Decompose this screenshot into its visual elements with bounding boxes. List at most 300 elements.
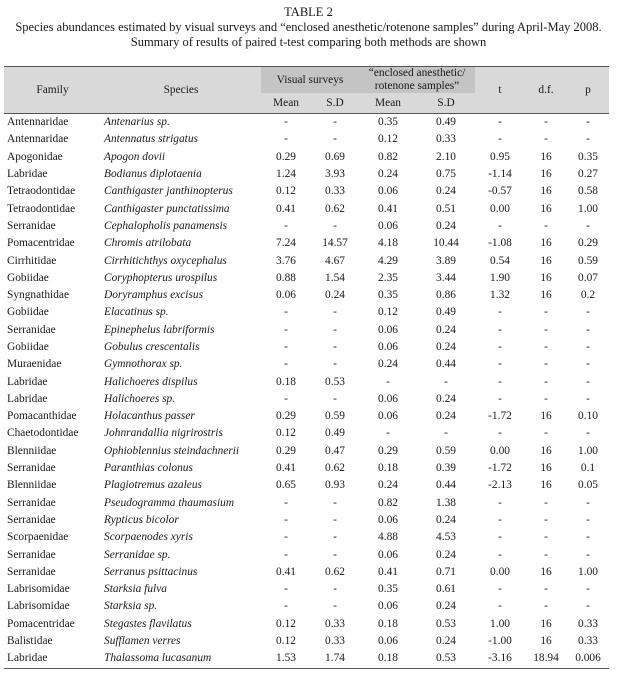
cell-family: Antennaridae: [7, 133, 69, 146]
cell-visual-sd: -: [333, 116, 337, 129]
cell-visual-mean: -: [284, 323, 288, 336]
table-body: [4, 114, 609, 669]
cell-enclosed-sd: 0.24: [436, 323, 456, 336]
cell-df: 16: [540, 237, 552, 250]
cell-p: 1.00: [578, 444, 598, 457]
cell-enclosed-mean: 0.06: [378, 635, 398, 648]
cell-family: Labridae: [7, 375, 48, 388]
cell-enclosed-sd: 0.24: [436, 341, 456, 353]
cell-p: -: [586, 133, 590, 146]
cell-family: Blenniidae: [7, 479, 57, 492]
cell-df: 16: [540, 462, 552, 475]
cell-species: Epinephelus labriformis: [104, 323, 215, 336]
cell-visual-mean: 0.12: [276, 635, 296, 648]
cell-visual-sd: 0.33: [325, 617, 345, 630]
cell-p: -: [586, 341, 590, 353]
cell-visual-mean: 0.18: [276, 375, 296, 388]
cell-visual-mean: 0.29: [276, 444, 296, 457]
cell-p: 0.27: [578, 168, 598, 181]
cell-df: 16: [540, 271, 552, 284]
table-row: [4, 546, 609, 563]
cell-family: Serranidae: [7, 548, 56, 561]
header-enclosed-samples: [359, 67, 475, 94]
cell-visual-mean: -: [284, 583, 288, 596]
cell-df: -: [544, 306, 548, 319]
cell-visual-mean: -: [284, 341, 288, 353]
cell-family: Syngnathidae: [7, 289, 70, 302]
cell-enclosed-mean: 0.35: [378, 116, 398, 129]
cell-enclosed-sd: 0.44: [436, 479, 456, 492]
table-row: [4, 425, 609, 442]
cell-family: Labrisomidae: [7, 600, 70, 613]
table-row: [4, 166, 609, 183]
cell-df: -: [544, 600, 548, 613]
cell-t: 0.00: [490, 202, 510, 215]
cell-enclosed-sd: 0.86: [436, 289, 456, 302]
table-row: [4, 339, 609, 356]
cell-family: Cirrhitidae: [7, 254, 57, 267]
cell-enclosed-mean: 0.29: [378, 444, 398, 457]
cell-df: -: [544, 341, 548, 353]
cell-visual-sd: 0.59: [325, 410, 345, 423]
header-df: d.f.: [525, 67, 567, 114]
table-title: Species abundances estimated by visual surveys and “enclosed anesthetic/rotenone samples” during April-May 2008.: [15, 20, 602, 34]
cell-p: 0.2: [580, 289, 596, 302]
cell-species: Canthigaster janthinopterus: [104, 185, 233, 198]
cell-species: Rypticus bicolor: [104, 513, 179, 526]
cell-family: Serranidae: [7, 323, 56, 336]
table-row: [4, 356, 609, 373]
cell-visual-sd: -: [333, 600, 337, 613]
cell-species: Cephalopholis panamensis: [104, 219, 228, 232]
cell-enclosed-mean: 0.18: [378, 462, 398, 475]
table-row: [4, 650, 609, 668]
cell-family: Labridae: [4, 650, 101, 668]
cell-df: -: [544, 116, 548, 129]
table-row: [4, 373, 609, 390]
table-row: [4, 598, 609, 615]
cell-enclosed-mean: 0.18: [359, 650, 417, 668]
cell-enclosed-sd: 0.24: [436, 600, 456, 613]
cell-p: -: [586, 600, 590, 613]
cell-df: 16: [540, 185, 552, 198]
cell-species: Bodianus diplotaenia: [104, 168, 202, 181]
cell-visual-mean: -: [284, 600, 288, 613]
cell-t: 1.90: [490, 271, 510, 284]
cell-species: Chromis atrilobata: [104, 237, 192, 250]
cell-t: -: [498, 219, 502, 232]
cell-t: -: [498, 600, 502, 613]
cell-visual-sd: 0.49: [325, 427, 345, 440]
cell-df: -: [544, 358, 548, 371]
cell-enclosed-sd: 0.71: [436, 565, 456, 578]
cell-species: Ophioblennius steindachnerii: [104, 444, 240, 457]
cell-t: -: [498, 531, 502, 544]
cell-t: 1.32: [490, 289, 510, 302]
header-enclosed-line1: “enclosed anesthetic/: [368, 67, 466, 79]
table-row: [4, 200, 609, 217]
cell-t: -: [498, 133, 502, 146]
cell-enclosed-sd: 0.24: [436, 185, 456, 198]
cell-visual-sd: -: [333, 323, 337, 336]
table-row: [4, 218, 609, 235]
cell-enclosed-sd: 0.49: [436, 306, 456, 319]
cell-species: Cirrhitichthys oxycephalus: [104, 254, 227, 267]
table-row: [4, 460, 609, 477]
cell-p: -: [586, 513, 590, 526]
cell-enclosed-sd: 0.49: [436, 116, 456, 129]
header-enclosed-line2: rotenone samples”: [374, 80, 460, 92]
cell-enclosed-mean: 2.35: [378, 271, 398, 284]
cell-visual-sd: -: [333, 531, 337, 544]
table-row: [4, 581, 609, 598]
cell-species: Serranus psittacinus: [104, 565, 198, 578]
cell-df: -: [544, 496, 548, 509]
cell-enclosed-mean: -: [386, 427, 390, 440]
cell-enclosed-mean: 0.24: [378, 479, 398, 492]
cell-family: Pomacentridae: [7, 617, 75, 630]
cell-t: 0.00: [490, 444, 510, 457]
cell-species: Apogon dovii: [104, 150, 166, 163]
cell-enclosed-mean: 0.06: [378, 513, 398, 526]
cell-visual-mean: 3.76: [276, 254, 296, 267]
cell-df: 16: [540, 202, 552, 215]
cell-family: Serranidae: [7, 496, 56, 509]
cell-t: -3.16: [475, 650, 525, 668]
cell-p: 0.35: [578, 150, 598, 163]
cell-p: 1.00: [578, 202, 598, 215]
cell-df: 16: [540, 410, 552, 423]
cell-family: Serranidae: [7, 565, 56, 578]
cell-df: -: [544, 323, 548, 336]
cell-p: -: [586, 375, 590, 388]
cell-enclosed-mean: 0.35: [378, 583, 398, 596]
cell-visual-mean: -: [284, 116, 288, 129]
cell-df: -: [544, 548, 548, 561]
cell-visual-sd: 0.47: [325, 444, 345, 457]
cell-visual-sd: 0.53: [325, 375, 345, 388]
cell-visual-sd: 0.69: [325, 150, 345, 163]
cell-visual-sd: 1.74: [311, 650, 359, 668]
table-row: [4, 495, 609, 512]
cell-t: -: [498, 341, 502, 353]
cell-visual-sd: 3.93: [325, 168, 345, 181]
cell-enclosed-mean: 0.18: [378, 617, 398, 630]
cell-p: 1.00: [578, 565, 598, 578]
cell-family: Tetraodontidae: [7, 185, 76, 198]
cell-visual-sd: 0.62: [325, 462, 345, 475]
cell-df: -: [544, 583, 548, 596]
cell-species: Johnrandallia nigrirostris: [104, 427, 223, 440]
table-row: [4, 633, 609, 650]
cell-enclosed-sd: 0.75: [436, 168, 456, 181]
cell-p: 0.33: [578, 617, 598, 630]
header-visual-sd: S.D: [311, 93, 359, 114]
cell-enclosed-mean: 4.88: [378, 531, 398, 544]
cell-species: Antennatus strigatus: [104, 133, 198, 146]
cell-t: -: [498, 427, 502, 440]
cell-t: -1.08: [488, 237, 512, 250]
cell-p: -: [586, 116, 590, 129]
cell-species: Antenarius sp.: [104, 116, 170, 129]
cell-t: 0.95: [490, 150, 510, 163]
cell-enclosed-sd: -: [444, 427, 448, 440]
table-row: [4, 149, 609, 166]
cell-enclosed-mean: 0.24: [378, 168, 398, 181]
cell-species: Starksia sp.: [104, 600, 158, 613]
cell-p: 0.05: [578, 479, 598, 492]
cell-df: -: [544, 531, 548, 544]
table-row: [4, 408, 609, 425]
header-t: t: [475, 67, 525, 114]
cell-visual-sd: -: [333, 219, 337, 232]
cell-p: 0.006: [567, 650, 609, 668]
cell-p: 0.07: [578, 271, 598, 284]
cell-species: Coryphopterus urospilus: [104, 271, 218, 284]
cell-species: Halichoeres sp.: [104, 392, 176, 405]
cell-enclosed-mean: 0.82: [378, 150, 398, 163]
cell-p: 0.33: [578, 635, 598, 648]
cell-visual-sd: 0.93: [325, 479, 345, 492]
cell-visual-sd: -: [333, 513, 337, 526]
cell-species: Gobulus crescentalis: [104, 341, 200, 353]
cell-visual-mean: -: [284, 219, 288, 232]
cell-visual-sd: 0.33: [325, 185, 345, 198]
cell-t: 0.00: [490, 565, 510, 578]
cell-enclosed-sd: 10.44: [433, 237, 459, 250]
cell-visual-sd: -: [333, 583, 337, 596]
cell-t: -: [498, 392, 502, 405]
cell-enclosed-sd: 0.53: [417, 650, 475, 668]
cell-p: -: [586, 392, 590, 405]
table-row: [4, 131, 609, 148]
cell-t: -: [498, 496, 502, 509]
cell-df: 16: [540, 479, 552, 492]
cell-df: -: [544, 133, 548, 146]
table-caption: [0, 0, 617, 50]
cell-enclosed-mean: 0.06: [378, 219, 398, 232]
cell-enclosed-mean: 0.82: [378, 496, 398, 509]
cell-family: Serranidae: [7, 462, 56, 475]
cell-t: -: [498, 583, 502, 596]
header-species: Species: [101, 67, 261, 114]
cell-p: -: [586, 583, 590, 596]
cell-species: Stegastes flavilatus: [104, 617, 192, 630]
cell-p: 0.58: [578, 185, 598, 198]
cell-t: -: [498, 513, 502, 526]
cell-species: Halichoeres dispilus: [104, 375, 198, 388]
cell-df: 16: [540, 444, 552, 457]
table-row: [4, 183, 609, 200]
cell-df: 16: [540, 254, 552, 267]
cell-enclosed-mean: 4.29: [378, 254, 398, 267]
table-row: [4, 564, 609, 581]
table-row: [4, 304, 609, 321]
cell-enclosed-mean: 0.06: [378, 548, 398, 561]
cell-visual-mean: -: [284, 531, 288, 544]
cell-enclosed-mean: 0.06: [378, 600, 398, 613]
table-row: [4, 616, 609, 633]
cell-enclosed-sd: 0.51: [436, 202, 456, 215]
cell-family: Pomacentridae: [7, 237, 75, 250]
cell-species: Pseudogramma thaumasium: [104, 496, 235, 509]
cell-species: Starksia fulva: [104, 583, 167, 596]
cell-visual-mean: -: [284, 548, 288, 561]
cell-enclosed-mean: 0.41: [378, 202, 398, 215]
table-row: [4, 287, 609, 304]
cell-p: 0.59: [578, 254, 598, 267]
cell-enclosed-sd: 0.53: [436, 617, 456, 630]
cell-enclosed-sd: 0.59: [436, 444, 456, 457]
cell-df: -: [544, 513, 548, 526]
cell-enclosed-sd: 0.24: [436, 635, 456, 648]
cell-family: Antennaridae: [7, 116, 69, 129]
cell-enclosed-sd: 0.44: [436, 358, 456, 371]
table-row: [4, 443, 609, 460]
cell-enclosed-mean: 0.12: [378, 306, 398, 319]
cell-species: Paranthias colonus: [104, 462, 193, 475]
cell-t: -: [498, 548, 502, 561]
header-p: p: [567, 67, 609, 114]
cell-species: Thalassoma lucasanum: [101, 650, 261, 668]
cell-visual-sd: -: [333, 548, 337, 561]
cell-species: Holacanthus passer: [104, 410, 195, 423]
cell-visual-mean: -: [284, 306, 288, 319]
cell-family: Muraenidae: [7, 358, 62, 371]
table-row: [4, 477, 609, 494]
cell-enclosed-mean: 0.06: [378, 392, 398, 405]
table-subtitle: Summary of results of paired t-test comparing both methods are shown: [130, 35, 487, 49]
table-row: [4, 252, 609, 269]
cell-visual-mean: 0.41: [276, 202, 296, 215]
cell-visual-sd: -: [333, 392, 337, 405]
cell-family: Balistidae: [7, 635, 53, 648]
cell-visual-sd: -: [333, 306, 337, 319]
cell-enclosed-mean: 0.06: [378, 185, 398, 198]
header-family: Family: [4, 67, 101, 114]
cell-species: Doryramphus excisus: [104, 289, 204, 302]
cell-p: 0.29: [578, 237, 598, 250]
cell-p: -: [586, 323, 590, 336]
cell-visual-mean: 0.41: [276, 565, 296, 578]
cell-species: Canthigaster punctatissima: [104, 202, 230, 215]
cell-enclosed-sd: 4.53: [436, 531, 456, 544]
cell-p: 0.1: [580, 462, 596, 475]
cell-enclosed-mean: 0.35: [378, 289, 398, 302]
cell-family: Labridae: [7, 392, 48, 405]
cell-enclosed-mean: 0.12: [378, 133, 398, 146]
cell-p: -: [586, 219, 590, 232]
table-row: [4, 235, 609, 252]
cell-visual-mean: 0.06: [276, 289, 296, 302]
cell-enclosed-sd: 2.10: [436, 150, 456, 163]
cell-species: Gymnothorax sp.: [104, 358, 183, 371]
cell-visual-sd: 4.67: [325, 254, 345, 267]
cell-visual-sd: 0.24: [325, 289, 345, 302]
cell-visual-mean: 1.24: [276, 168, 296, 181]
cell-visual-mean: 0.12: [276, 185, 296, 198]
cell-visual-mean: -: [284, 358, 288, 371]
cell-visual-sd: -: [333, 341, 337, 353]
species-abundance-table: [4, 66, 609, 669]
cell-t: -1.14: [488, 168, 512, 181]
cell-visual-mean: -: [284, 133, 288, 146]
cell-p: -: [586, 496, 590, 509]
cell-visual-mean: 0.12: [276, 617, 296, 630]
cell-t: -: [498, 306, 502, 319]
cell-visual-mean: 0.41: [276, 462, 296, 475]
cell-t: -: [498, 323, 502, 336]
cell-enclosed-sd: 0.24: [436, 219, 456, 232]
table-row: [4, 529, 609, 546]
cell-species: Serranidae sp.: [104, 548, 171, 561]
cell-df: -: [544, 219, 548, 232]
cell-df: 16: [540, 635, 552, 648]
header-enclosed-sd: S.D: [417, 93, 475, 114]
cell-visual-sd: 0.33: [325, 635, 345, 648]
cell-family: Gobiidae: [7, 271, 49, 284]
cell-df: -: [544, 392, 548, 405]
cell-enclosed-mean: 4.18: [378, 237, 398, 250]
table-row: [4, 270, 609, 287]
header-visual-surveys: Visual surveys: [261, 67, 359, 94]
cell-df: 16: [540, 289, 552, 302]
header-visual-mean: Mean: [261, 93, 311, 114]
header-enclosed-mean: Mean: [359, 93, 417, 114]
cell-enclosed-sd: 0.24: [436, 410, 456, 423]
cell-family: Blenniidae: [7, 444, 57, 457]
table-row: [4, 391, 609, 408]
cell-p: -: [586, 531, 590, 544]
cell-family: Pomacanthidae: [7, 410, 77, 423]
cell-visual-mean: -: [284, 513, 288, 526]
cell-df: -: [544, 375, 548, 388]
cell-enclosed-sd: 0.61: [436, 583, 456, 596]
cell-species: Scorpaenodes xyris: [104, 531, 193, 544]
cell-df: 16: [540, 565, 552, 578]
cell-visual-mean: 0.65: [276, 479, 296, 492]
cell-enclosed-sd: 1.38: [436, 496, 456, 509]
cell-family: Apogonidae: [7, 150, 63, 163]
cell-visual-mean: 1.53: [261, 650, 311, 668]
cell-visual-mean: 0.88: [276, 271, 296, 284]
cell-t: -0.57: [488, 185, 512, 198]
cell-enclosed-mean: -: [386, 375, 390, 388]
cell-family: Labridae: [7, 168, 48, 181]
cell-enclosed-sd: 3.89: [436, 254, 456, 267]
cell-df: 16: [540, 168, 552, 181]
cell-df: 16: [540, 617, 552, 630]
cell-family: Serranidae: [7, 513, 56, 526]
table-row: [4, 322, 609, 339]
cell-family: Gobiidae: [7, 341, 49, 353]
cell-family: Scorpaenidae: [7, 531, 69, 544]
cell-t: -: [498, 358, 502, 371]
cell-t: -1.72: [488, 410, 512, 423]
cell-enclosed-sd: 0.33: [436, 133, 456, 146]
cell-enclosed-sd: 0.39: [436, 462, 456, 475]
cell-t: 1.00: [490, 617, 510, 630]
table-row: [4, 512, 609, 529]
cell-enclosed-sd: 0.24: [436, 513, 456, 526]
cell-enclosed-sd: 3.44: [436, 271, 456, 284]
cell-visual-mean: 0.29: [276, 150, 296, 163]
table-row: [4, 114, 609, 132]
cell-df: -: [544, 427, 548, 440]
cell-p: -: [586, 548, 590, 561]
cell-species: Sufflamen verres: [104, 635, 181, 648]
cell-enclosed-mean: 0.06: [378, 410, 398, 423]
